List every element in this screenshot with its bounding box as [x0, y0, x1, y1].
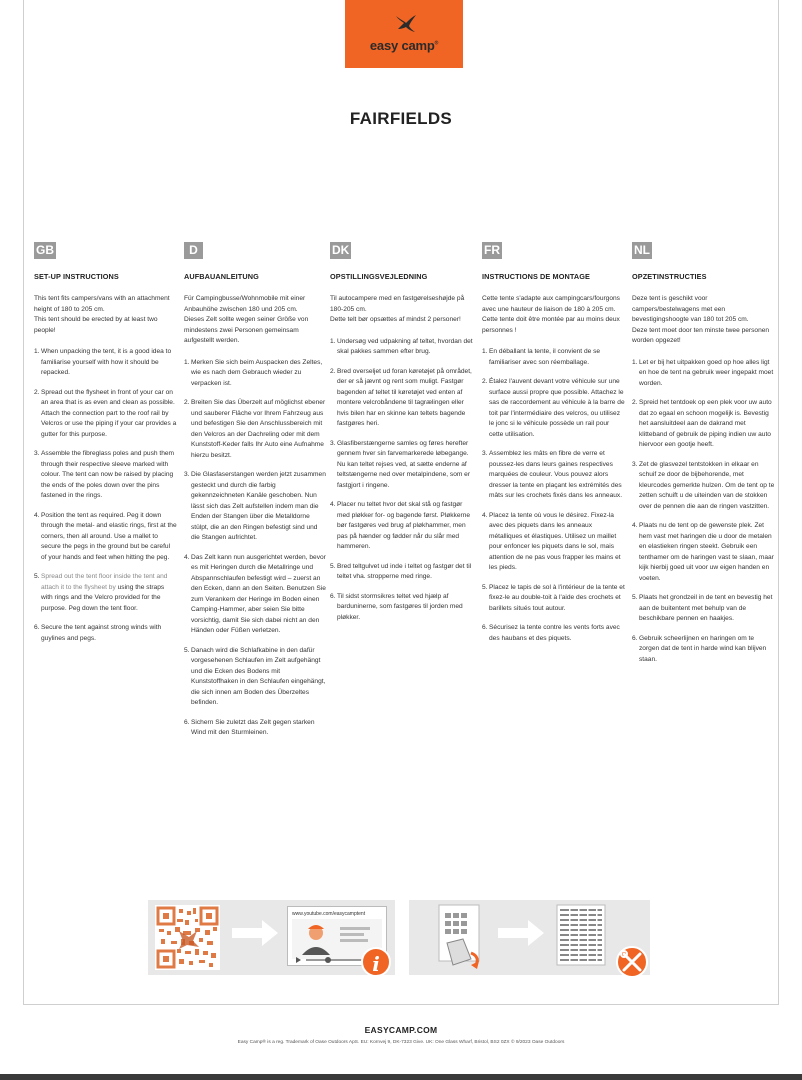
- column-intro: Til autocampere med en fastgørelseshøjde på 180-205 cm. Dette telt bør opsættes af mindst 2 personer!: [330, 295, 465, 323]
- list-item: 1. When unpacking the tent, it is a good idea to familiarise yourself with how it should be repacked.: [34, 348, 172, 376]
- list-item: 5. Bred teltgulvet ud inde i teltet og fastgør det til teltet vha. stropperne med ringe.: [330, 562, 472, 580]
- steps-list: [632, 358, 775, 666]
- info-icon[interactable]: i: [361, 947, 391, 977]
- column-dk: [330, 241, 473, 632]
- page-title: FAIRFIELDS: [349, 109, 453, 128]
- list-item: 2. Breiten Sie das Überzelt auf möglichst ebener und sauberer Fläche vor Ihrem Fahrzeug aus und befestigen Sie den Anschlussbereich mit den Velcros an der Dachreling oder mit dem Kunststoff-Keder falls Ihr Auto eine Aufnahme hierzu besitzt.: [184, 399, 326, 459]
- language-tag: DK: [332, 243, 350, 257]
- steps-list: [34, 347, 177, 644]
- brand-logo-text: easy camp®: [369, 38, 439, 53]
- list-item: 3. Die Glasfaserstangen werden jetzt zusammen gesteckt und durch die farbig gekennzeichneten Kanäle geschoben. Nun lässt sich das Zelt aufstellen indem man die Enden der Stangen über die Metalldorne stülpt, die an den Ringen befestigt sind und die Stangen aufrichtet.: [184, 471, 326, 541]
- list-item: 1. Undersøg ved udpakning af teltet, hvordan det skal pakkes sammen efter brug.: [330, 337, 473, 355]
- column-heading: AUFBAUANLEITUNG: [184, 272, 259, 281]
- list-item: 6. Til sidst stormsikres teltet ved hjælp af barduninerne, som fastgøres til jorden med pløkker.: [330, 592, 463, 621]
- footer-website[interactable]: EASYCAMP.COM: [364, 1025, 438, 1035]
- steps-list: [184, 358, 327, 739]
- steps-list: [330, 337, 473, 624]
- language-tag: NL: [634, 243, 650, 257]
- list-item: 2. Bred overseljet ud foran køretøjet på området, der er så jævnt og rent som muligt. Fastgør bagenden af teltet til køretøjet ved enten af montere velcrobåndene til tagrælingen eller hvis bilen har en skinne kan teltets bagende fastgøres heri.: [330, 367, 472, 427]
- language-tag: D: [184, 242, 203, 259]
- list-item: 2. Spreid het tentdoek op een plek voor uw auto dat zo egaal en schoon mogelijk is. Bevestig het aansluitdeel aan de dakrand met klitteband of gebruik de piping indien uw auto hiervoor een gootje heeft.: [632, 399, 772, 448]
- arrow-right-icon: [232, 920, 278, 946]
- list-item: 2. Spread out the flysheet in front of your car on an area that is as even and clean as possible. Attach the connection part to the roof rail by Velcros or use the piping if your car provides a gutter for this purpose.: [34, 388, 177, 438]
- video-url: www.youtube.com/easycamptent: [292, 911, 366, 917]
- bird-icon: [395, 14, 417, 34]
- list-item: 4. Placez la tente où vous le désirez. Fixez-la avec des piquets dans les anneaux métalliques et élastiques. Utilisez un maillet pour enfoncer les piquets dans le sol, mais attention de ne pas vous frapper les mains et les pieds.: [482, 511, 621, 571]
- list-item: 3. Zet de glasvezel tentstokken in elkaar en schuif ze door de bijbehorende, met kleurcodes gemerkte hulzen. Om de tent op te zetten schuift u de uiteinden van de stokken over de pennen die aan de ringen vastzitten.: [632, 460, 775, 510]
- bottom-bar: [0, 1074, 802, 1080]
- column-intro: Deze tent is geschikt voor campers/bestelwagens met een bevestigingshoogte van 180 tot 205 cm. Deze tent moet door ten minste twee personen worden opgezet!: [632, 295, 770, 344]
- list-item: 1. Let er bij het uitpakken goed op hoe alles ligt en hoe de tent na gebruik weer ingepakt moet worden.: [632, 358, 774, 387]
- language-tag: FR: [484, 243, 500, 257]
- column-intro: This tent fits campers/vans with an attachment height of 180 to 205 cm. This tent should be erected by at least two people!: [34, 295, 170, 334]
- language-tag: GB: [36, 243, 54, 257]
- list-item: 5. Placez le tapis de sol à l'intérieur de la tente et fixez-le au double-toit à l'aide des crochets et barillets situés tout autour.: [482, 583, 625, 612]
- column-heading: OPZETINSTRUCTIES: [632, 272, 707, 281]
- list-item: 5. Danach wird die Schlafkabine in den dafür vorgesehenen Schlaufen im Zelt aufgehängt und die Ecken des Bodens mit Kunststoffhaken in den Schlaufen eingehängt, die sich innen am Boden des Überzeltes befinden.: [184, 646, 326, 706]
- list-item: 6. Gebruik scheerlijnen en haringen om te zorgen dat de tent in harde wind kan blijven staan.: [632, 634, 767, 663]
- steps-list: [482, 347, 625, 644]
- list-item: 4. Position the tent as required. Peg it down through the metal- and elastic rings, first at the corners, then all around. Use a mallet to secure the pegs in the ground but be careful of your hands and feet when hitting the peg.: [34, 511, 177, 561]
- column-intro: Cette tente s'adapte aux campingcars/fourgons avec une hauteur de liaison de 180 à 205 cm. Cette tente doit être montée par au moins deux personnes !: [482, 295, 620, 334]
- list-item: 4. Plaats nu de tent op de gewenste plek. Zet hem vast met haringen die u door de metalen en elastieken ringen steekt. Gebruik een tenthamer om de haringen vast te slaan, maar kijk hierbij goed uit voor uw eigen handen en voeten.: [632, 522, 774, 582]
- list-item: 5. Plaats het grondzeil in de tent en bevestig het aan de buitentent met behulp van de beschikbare pennen en haakjes.: [632, 594, 773, 622]
- column-heading: INSTRUCTIONS DE MONTAGE: [482, 272, 590, 281]
- column-d: [184, 241, 327, 748]
- arrow-right-icon: [498, 920, 544, 946]
- list-item: 1. En déballant la tente, il convient de se familiariser avec son réemballage.: [482, 348, 601, 366]
- list-item: 1. Merken Sie sich beim Auspacken des Zeltes, wie es nach dem Gebrauch wieder zu verpacken ist.: [184, 358, 323, 387]
- list-item: 4. Das Zelt kann nun ausgerichtet werden, bevor es mit Heringen durch die Metallringe und Abspannschlaufen befestigt wird – zuerst an den Ecken, dann an den Seiten. Benutzen Sie zum Verankern der Heringe im Boden einen Camping-Hammer, aber seien Sie bitte vorsichtig, damit Sie sich dabei nicht an den Händen oder Füßen verletzen.: [184, 553, 326, 634]
- column-heading: SET-UP INSTRUCTIONS: [34, 272, 119, 281]
- qr-code-icon: [155, 905, 220, 970]
- list-item: 6. Sécurisez la tente contre les vents forts avec des haubans et des piquets.: [482, 624, 620, 642]
- column-gb: [34, 241, 177, 653]
- tools-icon[interactable]: [614, 945, 650, 979]
- list-item: 6. Secure the tent against strong winds with guylines and pegs.: [34, 624, 162, 642]
- column-intro: Für Campingbusse/Wohnmobile mit einer Anbauhöhe zwischen 180 und 205 cm. Dieses Zelt sollte wegen seiner Größe von mindestens zwei Personen gemeinsam aufgestellt werden.: [184, 295, 309, 344]
- column-fr: [482, 241, 625, 653]
- list-item: 6. Sichern Sie zuletzt das Zelt gegen starken Wind mit den Sturmleinen.: [184, 718, 315, 736]
- column-nl: [632, 241, 775, 674]
- column-heading: OPSTILLINGSVEJLEDNING: [330, 272, 428, 281]
- list-item: 3. Assemblez les mâts en fibre de verre et poussez-les dans leurs gaines respectives marquées de couleur. Vous pouvez alors dresser la tente en plaçant les extrémités des mâts sur les crochets fixés dans les anneaux.: [482, 450, 623, 499]
- manual-pages-icon: [437, 903, 485, 969]
- list-item: 3. Assemble the fibreglass poles and push them through their respective sleeve marked with colour. The tent can now be raised by placing the ends of the poles down over the pins fastened in the rings.: [34, 450, 175, 499]
- list-item: 3. Glasfiberstængerne samles og føres herefter gennem hver sin farvemarkerede løbegange. Nu kan teltet rejses ved, at sætte enderne af teltstængerne ned over metalpindene, som er fastgjort i ringene.: [330, 439, 471, 489]
- list-item: 4. Placer nu teltet hvor det skal stå og fastgør med pløkker for- og bagende først. Pløkkerne bør fastgøres ved brug af pløkhammer, men pas på hænder og fødder når du slår med hammeren.: [330, 501, 471, 550]
- brand-logo: [345, 0, 463, 68]
- footer-legal: Easy Camp® is a reg. Trademark of Oase Outdoors ApS. EU: Kornvej 9, DK-7323 Give. UK: One Glass Wharf, Bristol, BS2 0ZX © 9/2023 Oase Outdoors: [237, 1040, 565, 1045]
- list-item: 2. Étalez l'auvent devant votre véhicule sur une surface aussi propre que possible. Attachez le sas de raccordement au véhicule à la barre de toit par l'intermédiaire des velcros, ou utilisez le jonc si le véhicule possède un rail pour cette utilisation.: [482, 378, 625, 438]
- manual-grid-icon: [556, 904, 606, 966]
- qr-code[interactable]: [155, 905, 220, 970]
- list-item: 5. Spread out the tent floor inside the tent and attach it to the flysheet by using the straps with rings and the Velcro provided for the purpose. Peg down the tent floor.: [34, 573, 168, 612]
